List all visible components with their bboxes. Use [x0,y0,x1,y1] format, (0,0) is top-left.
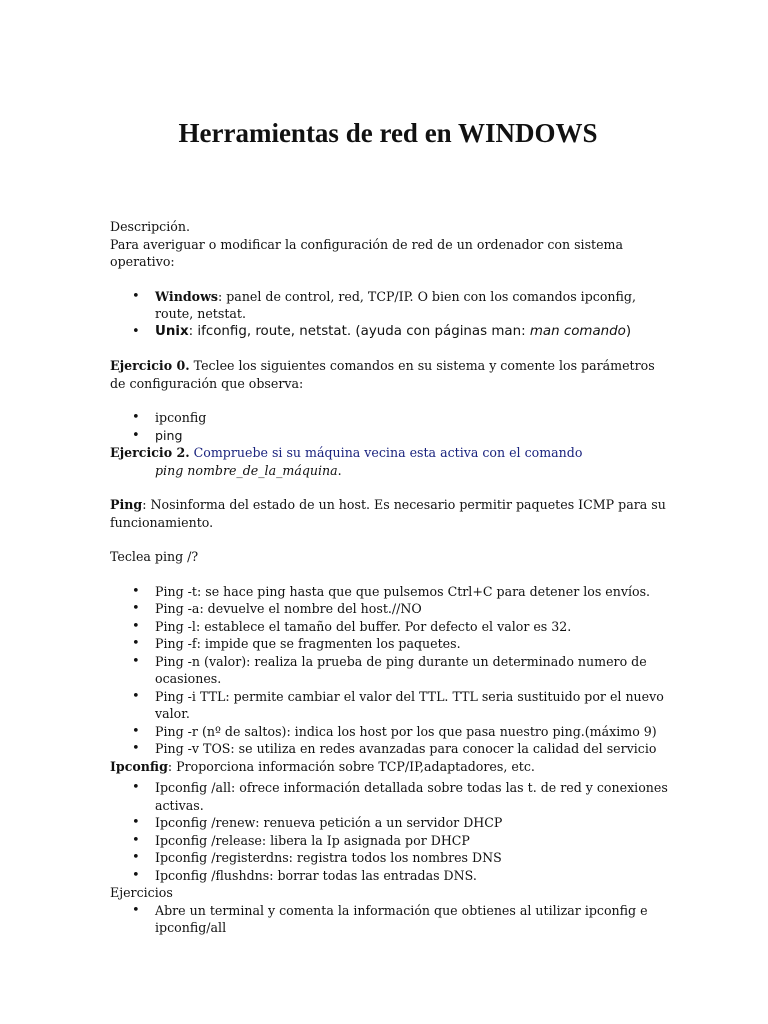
list-item: • Ipconfig /flushdns: borrar todas las entradas DNS. [110,867,670,885]
ping-description [110,496,670,531]
unix-label: Unix [155,323,189,339]
intro-paragraph: Para averiguar o modificar la configuración de red de un ordenador con sistema operativo: [110,236,623,269]
ejercicio-2-label: Ejercicio 2. [110,445,190,460]
ejercicios-label: Ejercicios [110,885,173,900]
ejercicios-list [110,902,670,937]
ping-text: : Nosinforma del estado de un host. Es necesario permitir paquetes ICMP para su funcionamiento. [110,497,666,530]
teclea-ping: Teclea ping /? [110,549,199,564]
ejercicio-2 [110,444,670,462]
ejercicio-2-period: . [337,462,342,478]
unix-text: : ifconfig, route, netstat. (ayuda con páginas man: [188,323,530,339]
list-item: • Ipconfig /registerdns: registra todos los nombres DNS [110,849,670,867]
unix-end: ) [625,323,632,339]
list-item-windows [110,288,670,323]
list-item: • Ipconfig /release: libera la Ip asignada por DHCP [110,832,670,850]
list-item: • ping [110,427,670,445]
ejercicio-0-commands [110,409,670,444]
list-item: • Abre un terminal y comenta la información que obtienes al utilizar ipconfig e ipconfig/all [110,902,670,937]
list-item: • Ping -i TTL: permite cambiar el valor del TTL. TTL seria sustituido por el nuevo valor. [110,688,670,723]
list-item: • Ping -l: establece el tamaño del buffer. Por defecto el valor es 32. [110,618,670,636]
ejercicio-0-text: Teclee los siguientes comandos en su sistema y comente los parámetros de configuración que observa: [110,358,655,391]
page-title: Herramientas de red en WINDOWS [178,118,598,148]
ejercicio-2-text: Compruebe si su máquina vecina esta activa con el comando [189,445,583,460]
list-item: • Ping -n (valor): realiza la prueba de ping durante un determinado numero de ocasiones. [110,653,670,688]
ejercicio-2-command: ping nombre_de_la_máquina [155,462,338,478]
list-item: • Ipconfig /renew: renueva petición a un servidor DHCP [110,814,670,832]
ipconfig-text: : Proporciona información sobre TCP/IP,adaptadores, etc. [167,758,535,774]
descripcion-label: Descripción. [110,219,190,234]
ipconfig-description [110,758,670,776]
list-item: • Ipconfig /all: ofrece información detallada sobre todas las t. de red y conexiones activas. [110,779,670,814]
ejercicio-2-command-line [110,462,670,480]
os-list [110,288,670,341]
list-item: • Ping -r (nº de saltos): indica los host por los que pasa nuestro ping.(máximo 9) [110,723,670,741]
unix-italic: man comando [529,323,626,339]
ejercicio-0 [110,357,670,392]
windows-text: : panel de control, red, TCP/IP. O bien con los comandos ipconfig, route, netstat. [155,288,636,321]
list-item: • Ping -a: devuelve el nombre del host.//NO [110,600,670,618]
ipconfig-options-list [110,779,670,884]
list-item: • Ping -v TOS: se utiliza en redes avanzadas para conocer la calidad del servicio [110,740,670,758]
ejercicio-0-label: Ejercicio 0. [110,358,190,373]
list-item-unix [110,323,670,341]
ipconfig-label: Ipconfig [110,758,168,774]
windows-label: Windows [155,288,218,304]
ping-label: Ping [110,497,143,512]
ping-options-list [110,583,670,758]
list-item: • Ping -t: se hace ping hasta que que pulsemos Ctrl+C para detener los envíos. [110,583,670,601]
document-body [110,218,670,937]
list-item: • Ping -f: impide que se fragmenten los paquetes. [110,635,670,653]
list-item: • ipconfig [110,409,670,427]
